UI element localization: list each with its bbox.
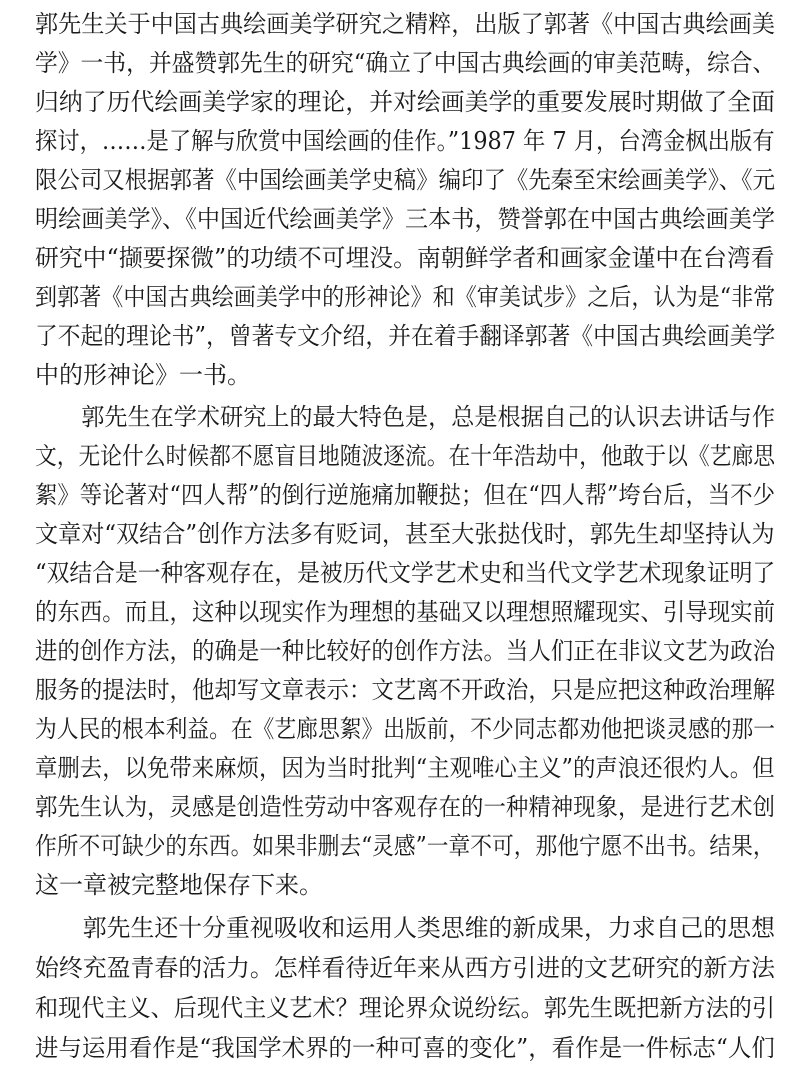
text-line: 学》一书，并盛赞郭先生的研究“确立了中国古典绘画的审美范畴，综合、 [35, 49, 776, 77]
text-line: 限公司又根据郭著《中国绘画美学史稿》编印了《先秦至宋绘画美学》、《元 [35, 166, 775, 194]
text-line: 文章对“双结合”创作方法多有贬词，甚至大张挞伐时，郭先生却坚持认为 [35, 520, 775, 548]
text-line: 郭先生还十分重视吸收和运用人类思维的新成果，力求自己的思想 [35, 914, 775, 942]
text-line: 郭先生关于中国古典绘画美学研究之精粹，出版了郭著《中国古典绘画美 [35, 10, 775, 38]
text-line: 和现代主义、后现代主义艺术？理论界众说纷纭。郭先生既把新方法的引 [35, 994, 775, 1022]
text-line: 归纳了历代绘画美学家的理论，并对绘画美学的重要发展时期做了全面 [35, 88, 775, 116]
text-line: 到郭著《中国古典绘画美学中的形神论》和《审美试步》之后，认为是“非常 [35, 283, 776, 311]
text-line: 为人民的根本利益。在《艺廊思絮》出版前，不少同志都劝他把谈灵感的那一 [35, 715, 775, 743]
text-line: 文，无论什么时候都不愿盲目地随波逐流。在十年浩劫中，他敢于以《艺廊思 [35, 442, 775, 470]
text-line: 章删去，以免带来麻烦，因为当时批判“主观唯心主义”的声浪还很灼人。但 [35, 754, 775, 782]
text-line: 探讨，……是了解与欣赏中国绘画的佳作。”1987 年 7 月，台湾金枫出版有 [35, 127, 775, 155]
text-line: 始终充盈青春的活力。怎样看待近年来从西方引进的文艺研究的新方法 [35, 954, 775, 982]
text-line: “双结合是一种客观存在，是被历代文学艺术史和当代文学艺术现象证明了 [35, 559, 776, 587]
text-line: 进的创作方法，的确是一种比较好的创作方法。当人们正在非议文艺为政治 [35, 637, 775, 665]
text-line: 絮》等论著对“四人帮”的倒行逆施痛加鞭挞；但在“四人帮”垮台后，当不少 [35, 481, 776, 509]
text-line: 作所不可缺少的东西。如果非删去“灵感”一章不可，那他宁愿不出书。结果， [35, 832, 775, 860]
text-line: 这一章被完整地保存下来。 [35, 871, 323, 899]
text-line: 的东西。而且，这种以现实作为理想的基础又以理想照耀现实、引导现实前 [35, 598, 775, 626]
text-line: 了不起的理论书”，曾著专文介绍，并在着手翻译郭著《中国古典绘画美学 [35, 322, 776, 350]
text-line: 中的形神论》一书。 [35, 361, 251, 389]
text-line: 进与运用看作是“我国学术界的一种可喜的变化”，看作是一件标志“人们 [35, 1034, 775, 1062]
text-line: 研究中“撷要探微”的功绩不可埋没。南朝鲜学者和画家金谨中在台湾看 [35, 244, 775, 272]
text-line: 郭先生在学术研究上的最大特色是，总是根据自己的认识去讲话与作 [35, 403, 775, 431]
text-line: 明绘画美学》、《中国近代绘画美学》三本书，赞誉郭在中国古典绘画美学 [35, 205, 775, 233]
text-line: 郭先生认为，灵感是创造性劳动中客观存在的一种精神现象，是进行艺术创 [35, 793, 775, 821]
text-line: 服务的提法时，他却写文章表示：文艺离不开政治，只是应把这种政治理解 [35, 676, 775, 704]
